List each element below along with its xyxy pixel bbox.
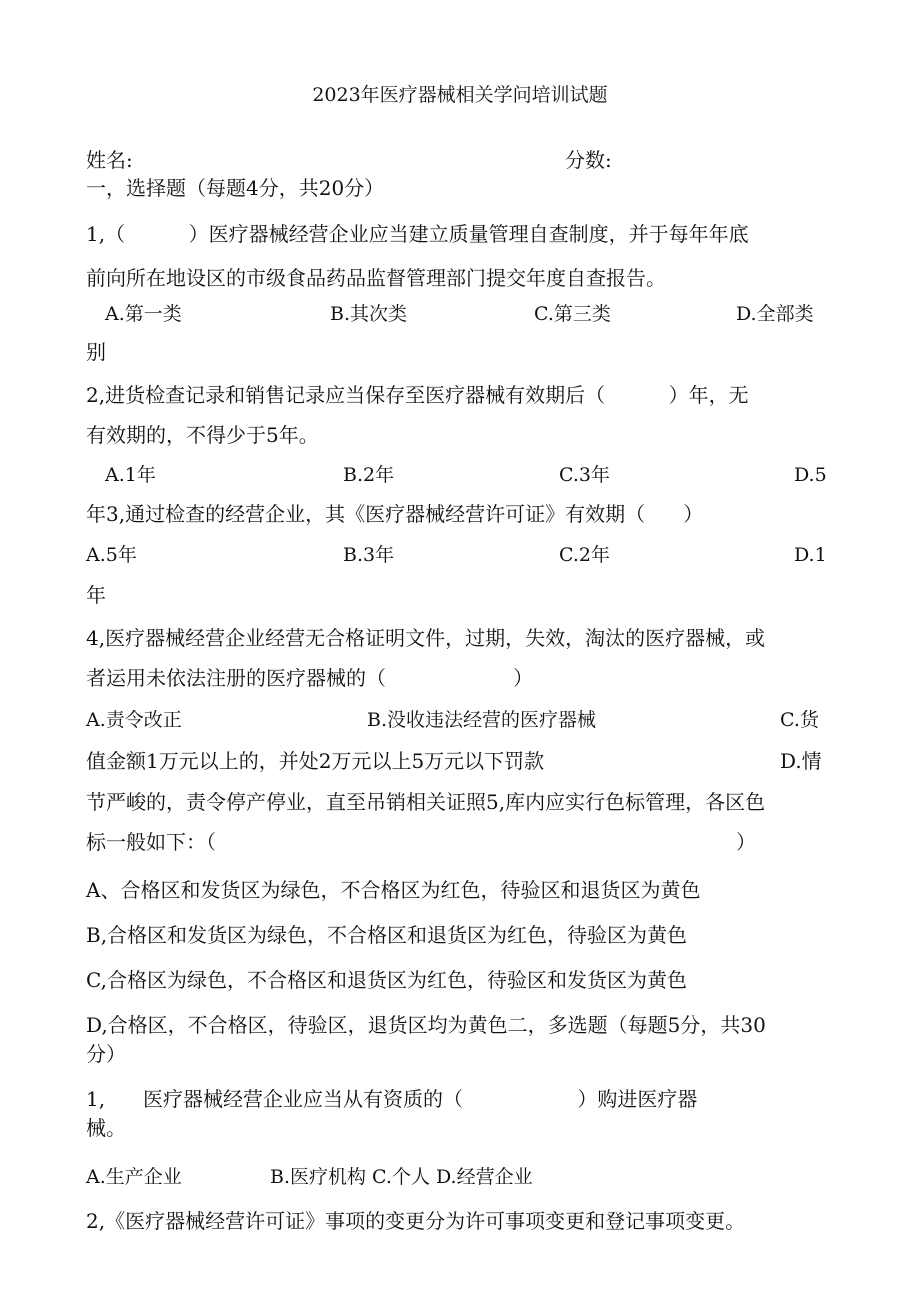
option-a: A.1年	[105, 464, 156, 486]
option-d: D.全部类	[736, 303, 814, 325]
option-d: D.5	[794, 464, 827, 486]
option-c: C,合格区为绿色，不合格区和退货区为红色，待验区和发货区为黄色	[86, 968, 687, 992]
question-text: 1,（ ）医疗器械经营企业应当建立质量管理自查制度，并于每年年底	[86, 222, 749, 246]
option-wrap: 年	[86, 583, 106, 607]
page-title: 2023年医疗器械相关学问培训试题	[312, 84, 608, 106]
option-wrap: 别	[86, 340, 106, 364]
question-text: 节严峻的，责令停产停业，直至吊销相关证照5,库内应实行色标管理，各区色	[86, 790, 766, 814]
question-text: 者运用未依法注册的医疗器械的（ ）	[86, 666, 534, 690]
question-text: 械。	[86, 1116, 126, 1140]
option-c: C.2年	[559, 544, 610, 566]
question-text: 有效期的，不得少于5年。	[86, 423, 319, 447]
question-text: 医疗器械经营企业应当从有资质的（ ）购进医疗器	[143, 1087, 698, 1111]
question-text: 标一般如下：（	[86, 830, 216, 854]
option-text: 值金额1万元以上的，并处2万元以上5万元以下罚款	[86, 749, 545, 773]
option-c: C.货	[780, 709, 819, 731]
option-a: A、合格区和发货区为绿色，不合格区为红色，待验区和退货区为黄色	[86, 878, 701, 902]
option-b: B.医疗机构 C.个人 D.经营企业	[270, 1166, 533, 1188]
option-a: A.责令改正	[86, 709, 182, 731]
option-b: B,合格区和发货区为绿色，不合格区和退货区为红色，待验区为黄色	[86, 923, 688, 947]
question-text: 2,进货检查记录和销售记录应当保存至医疗器械有效期后（ ）年，无	[86, 383, 749, 407]
score-label: 分数:	[565, 148, 612, 172]
option-d: D,合格区，不合格区，待验区，退货区均为黄色二，多选题（每题5分，共30	[86, 1013, 766, 1037]
option-b: B.3年	[343, 544, 395, 566]
question-number: 1,	[86, 1087, 106, 1111]
option-b: B.没收违法经营的医疗器械	[367, 709, 597, 731]
option-wrap: 分）	[86, 1042, 126, 1066]
option-a: A.第一类	[105, 303, 182, 325]
option-b: B.2年	[343, 464, 395, 486]
section-heading: 一，选择题（每题4分，共20分）	[86, 176, 385, 200]
option-d: D.1	[794, 544, 827, 566]
option-a: A.生产企业	[86, 1166, 182, 1188]
option-d: D.情	[780, 749, 822, 773]
option-a: A.5年	[86, 544, 137, 566]
question-text: 前向所在地设区的市级食品药品监督管理部门提交年度自查报告。	[86, 266, 666, 290]
question-text: 年3,通过检查的经营企业，其《医疗器械经营许可证》有效期（ ）	[86, 502, 704, 526]
name-label: 姓名:	[86, 148, 133, 172]
option-b: B.其次类	[330, 303, 408, 325]
question-text: 4,医疗器械经营企业经营无合格证明文件，过期，失效，淘汰的医疗器械，或	[86, 626, 766, 650]
answer-bracket: ）	[736, 830, 756, 854]
option-c: C.第三类	[534, 303, 611, 325]
option-c: C.3年	[559, 464, 610, 486]
question-text: 2,《医疗器械经营许可证》事项的变更分为许可事项变更和登记事项变更。	[86, 1209, 746, 1233]
